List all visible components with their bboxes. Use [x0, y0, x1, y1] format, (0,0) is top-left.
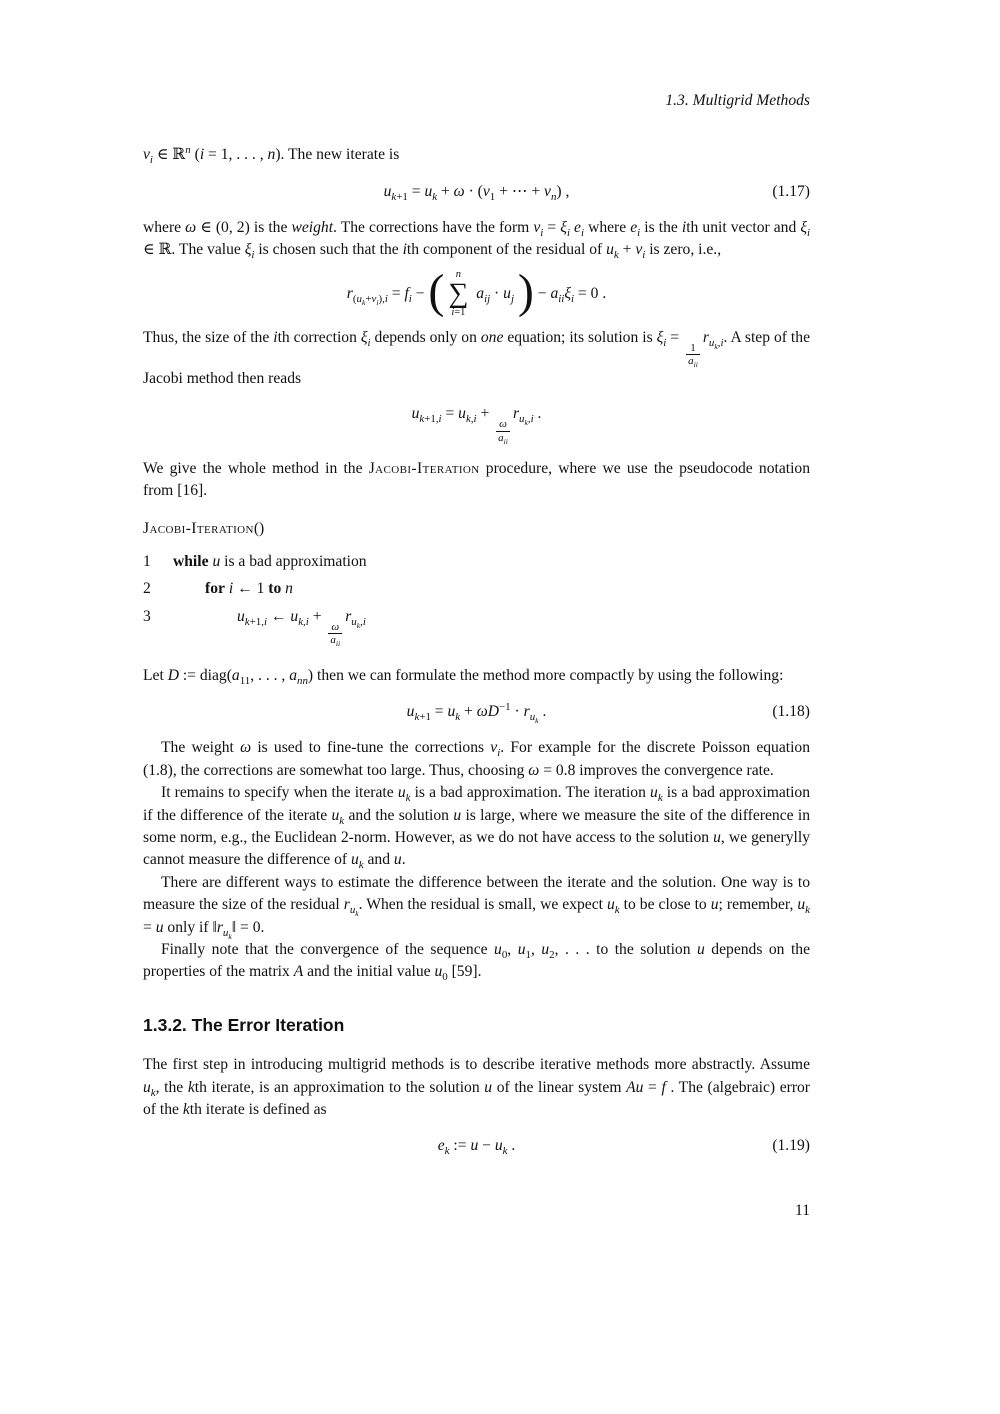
subsection-heading: 1.3.2. The Error Iteration — [143, 1014, 345, 1035]
paragraph-convergence: Finally note that the convergence of the sequence $u_0$, $u_1$, $u_2$, . . . to the solution u depends on the properties of the matrix A and the initial value $u_0$ [59]. — [143, 940, 811, 984]
equation-body: $r_{(u_k+v_i),i} = f_i$ − ( n ∑ i=1 $a_{ij} \cdot u_j$ ) − $a_{ii}\xi_i = 0$ . — [346, 265, 607, 319]
line-number: 1 — [143, 552, 151, 570]
pseudocode-line — [143, 606, 810, 647]
pseudocode-statement: $u_{k+1,i}$ ← $u_{k,i}$ + $\frac{\omega}{a_{ii}}$ $r_{u_k,i}$ — [237, 607, 366, 649]
pseudocode-line — [143, 578, 810, 600]
paragraph-bad-approximation: It remains to specify when the iterate $u_k$ is a bad approximation. The iteration $u_k$ is a bad approximation if the difference of the iterate $u_k$ and the solution u is large, where we measure the site of the difference in some norm, e.g., the Euclidean 2-norm. However, as we do not have access to the solution u, we generylly cannot measure the difference of $u_k$ and u. — [143, 784, 811, 872]
paragraph-correction: Thus, the size of the ith correction $\xi_i$ depends only on one equation; its solution is $\xi_i$ = $\frac{1}{a_{ii}}$ $r_{u_k,i}$. A step of the Jacobi method then reads — [143, 328, 810, 387]
equation-number: (1.17) — [772, 182, 810, 200]
pseudocode-statement: for i ← 1 to n — [205, 580, 293, 598]
paragraph-new-iterate: $v_i$ ∈ ℝ$^n$ (i = 1, . . . , n). The new iterate is — [143, 144, 400, 167]
equation-body: $u_{k+1,i} = u_{k,i}$ + $\frac{\omega}{a_{ii}}$ $r_{u_k,i}$ . — [411, 405, 542, 447]
equation-jacobi-step — [143, 403, 810, 447]
pseudocode-block — [143, 518, 810, 647]
paragraph-fine-tune: The weight ω is used to fine-tune the corrections $v_i$. For example for the discrete Poisson equation (1.8), the corrections are somewhat too large. Thus, choosing ω = 0.8 improves the convergence rate. — [143, 739, 811, 779]
page-content — [143, 90, 810, 1171]
line-number: 3 — [143, 607, 151, 625]
paragraph-procedure: We give the whole method in the Jacobi-Iteration procedure, where we use the pseudocode notation from [16]. — [143, 459, 811, 499]
equation-1-18 — [143, 700, 810, 724]
equation-1-17 — [143, 180, 810, 204]
pseudocode-line — [143, 551, 810, 573]
paragraph-error-intro: The first step in introducing multigrid methods is to describe iterative methods more abstractly. Assume $u_k$, the kth iterate, is an approximation to the solution u of the linear system Au = f . The (algebraic) error of the kth iterate is defined as — [143, 1056, 811, 1118]
paragraph-residual-size: There are different ways to estimate the difference between the iterate and the solution. One way is to measure the size of the residual $r_{u_k}$. When the residual is small, we expect $u_k$ to be close to u; remember, $u_k = u$ only if $‖r_{u_k}‖ = 0$. — [143, 873, 811, 941]
running-header: 1.3. Multigrid Methods — [665, 92, 810, 109]
pseudocode-statement: while u is a bad approximation — [173, 552, 367, 570]
page-number: 11 — [794, 1202, 810, 1219]
equation-number: (1.19) — [772, 1137, 810, 1155]
equation-body: $e_k$ := $u - u_k$ . — [437, 1137, 516, 1158]
line-number: 2 — [143, 580, 151, 598]
equation-residual — [143, 265, 810, 319]
equation-number: (1.18) — [772, 703, 810, 721]
equation-1-19 — [143, 1134, 810, 1158]
paragraph-diag: Let D := $diag(a_{11}$, . . . , $a_{nn}$) then we can formulate the method more compactly by using the following: — [143, 666, 784, 688]
paragraph-weight: where ω ∈ (0, 2) is the weight. The corrections have the form $v_i = \xi_i$ $e_i$ where $e_i$ is the ith unit vector and $\xi_i$ ∈ ℝ. The value $\xi_i$ is chosen such that the ith component of the residual of $u_k + v_i$ is zero, i.e., — [143, 218, 811, 262]
pseudocode-title: Jacobi-Iteration() — [143, 520, 265, 538]
equation-body: $u_{k+1} = u_k + \omega \cdot (v_1$ + ⋯ + $v_n$) , — [383, 182, 570, 203]
equation-body: $u_{k+1} = u_k + \omega D^{-1} \cdot r_{u_k}$ . — [406, 700, 547, 726]
